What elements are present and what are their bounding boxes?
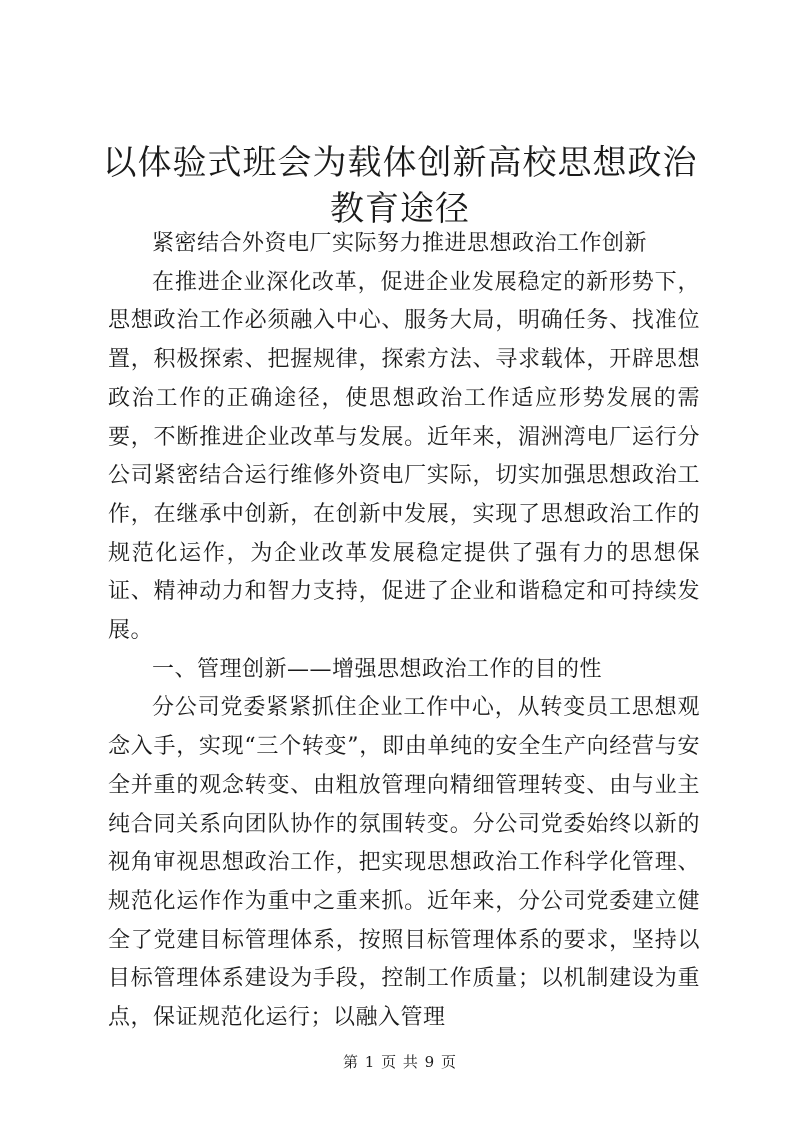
document-body xyxy=(108,225,700,1038)
section-paragraph: 分公司党委紧紧抓住企业工作中心，从转变员工思想观念入手，实现“三个转变”，即由单纯的安全生产向经营与安全并重的观念转变、由粗放管理向精细管理转变、由与业主纯合同关系向团队协作的氛围转变。分公司党委始终以新的视角审视思想政治工作，把实现思想政治工作科学化管理、规范化运作作为重中之重来抓。近年来，分公司党委建立健全了党建目标管理体系，按照目标管理体系的要求，坚持以目标管理体系建设为手段，控制工作质量；以机制建设为重点，保证规范化运行；以融入管理 xyxy=(108,695,700,1031)
page-number-footer: 第 1 页 共 9 页 xyxy=(343,1053,457,1071)
section-heading: 一、管理创新——增强思想政治工作的目的性 xyxy=(152,656,603,682)
document-title: 以体验式班会为载体创新高校思想政治教育途径 xyxy=(102,143,698,229)
body-paragraph: 在推进企业深化改革，促进企业发展稳定的新形势下，思想政治工作必须融入中心、服务大局，明确任务、找准位置，积极探索、把握规律，探索方法、寻求载体，开辟思想政治工作的正确途径，使思想政治工作适应形势发展的需要，不断推进企业改革与发展。近年来，湄洲湾电厂运行分公司紧密结合运行维修外资电厂实际，切实加强思想政治工作，在继承中创新，在创新中发展，实现了思想政治工作的规范化运作，为企业改革发展稳定提供了强有力的思想保证、精神动力和智力支持，促进了企业和谐稳定和可持续发展。 xyxy=(108,269,700,644)
document-subtitle: 紧密结合外资电厂实际努力推进思想政治工作创新 xyxy=(152,231,648,256)
